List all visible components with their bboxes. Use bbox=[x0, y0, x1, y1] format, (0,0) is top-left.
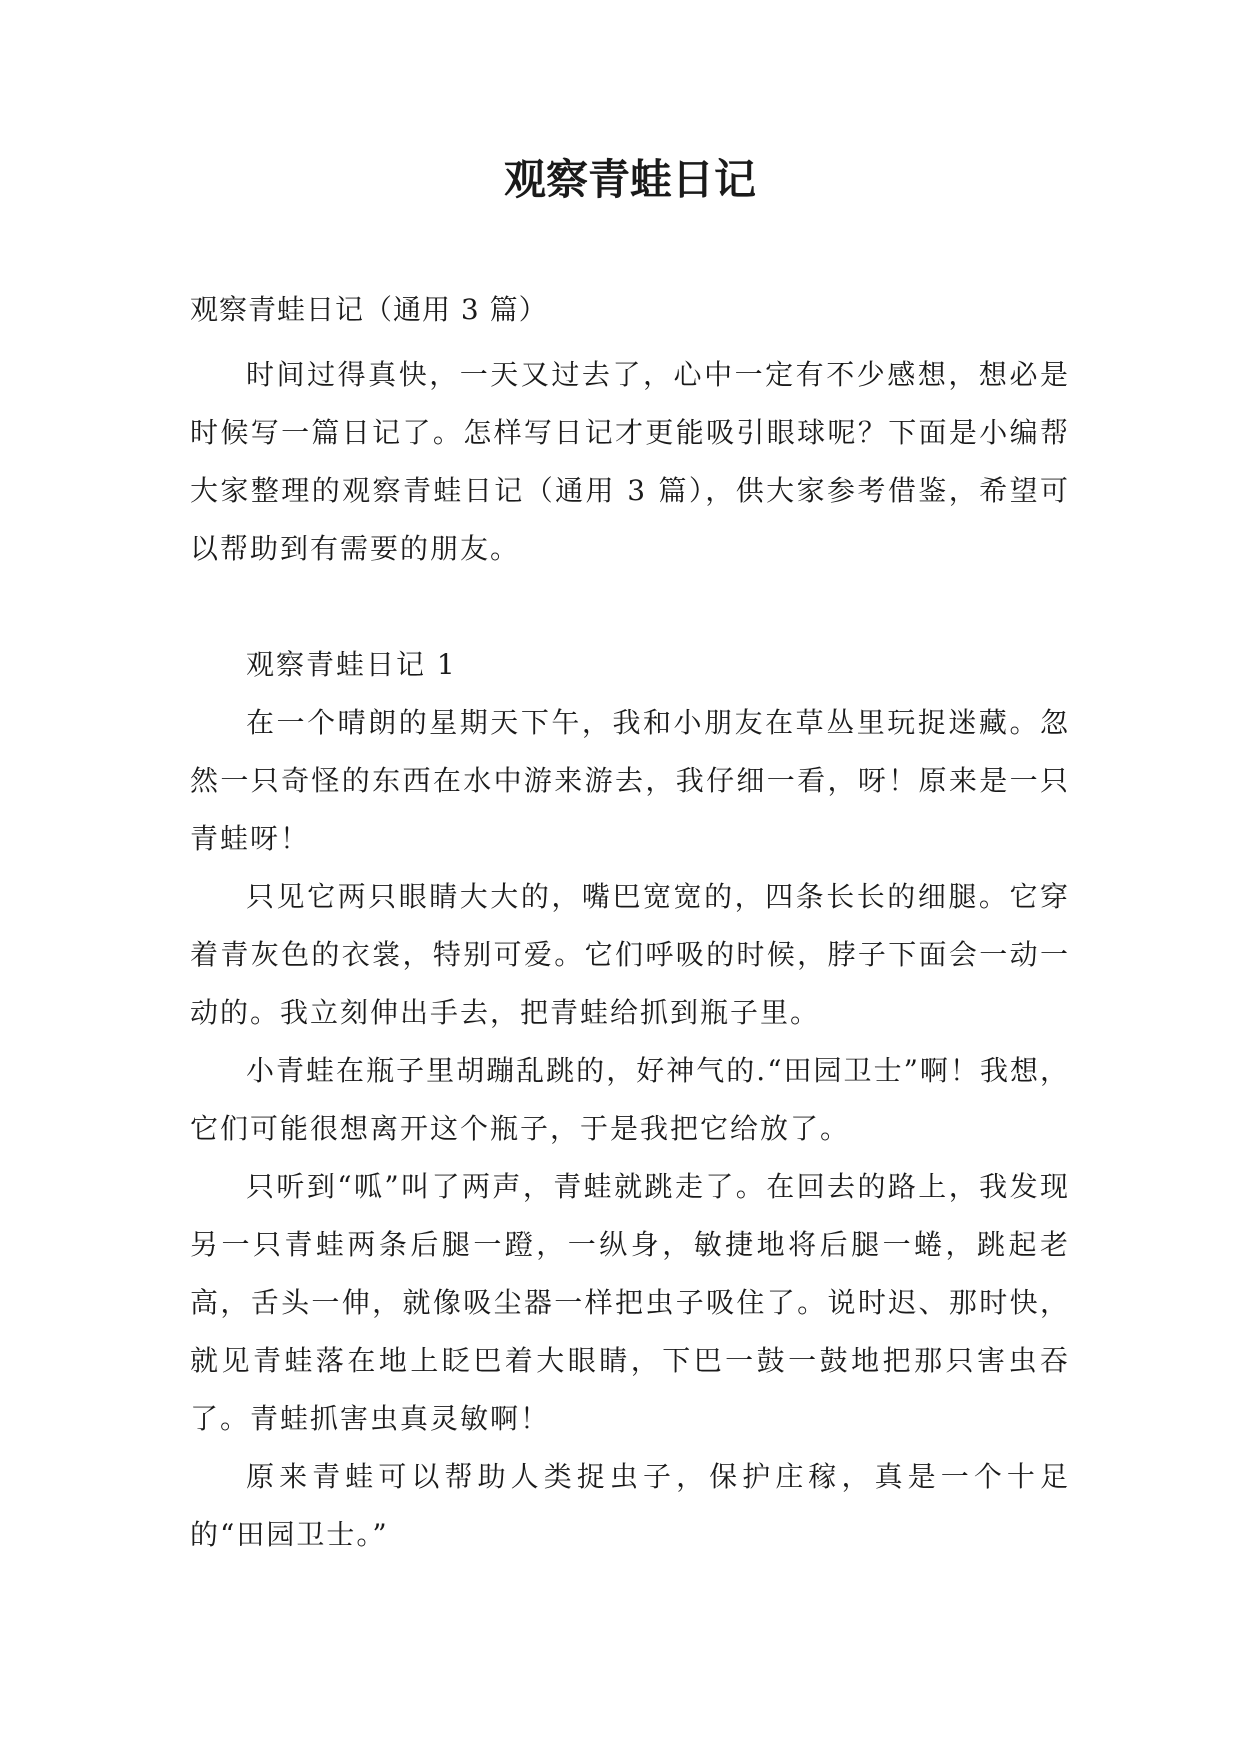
intro-paragraph: 时间过得真快，一天又过去了，心中一定有不少感想，想必是时候写一篇日记了。怎样写日记才更能吸引眼球呢？下面是小编帮大家整理的观察青蛙日记（通用 3 篇），供大家参考借鉴，希望可以帮助到有需要的朋友。 bbox=[190, 358, 1070, 565]
section-paragraph-5: 原来青蛙可以帮助人类捉虫子，保护庄稼，真是一个十足的“田园卫士。” bbox=[190, 1460, 1070, 1551]
document-subtitle: 观察青蛙日记（通用 3 篇） bbox=[190, 293, 548, 326]
section-paragraph-2: 只见它两只眼睛大大的，嘴巴宽宽的，四条长长的细腿。它穿着青灰色的衣裳，特别可爱。它们呼吸的时候，脖子下面会一动一动的。我立刻伸出手去，把青蛙给抓到瓶子里。 bbox=[190, 880, 1070, 1029]
section-paragraph-3: 小青蛙在瓶子里胡蹦乱跳的，好神气的.“田园卫士”啊！我想，它们可能很想离开这个瓶子，于是我把它给放了。 bbox=[190, 1054, 1070, 1145]
page-title: 观察青蛙日记 bbox=[503, 155, 756, 204]
section-heading: 观察青蛙日记 1 bbox=[246, 648, 457, 681]
intro-block bbox=[190, 346, 1070, 578]
diary-section-1 bbox=[190, 636, 1070, 1564]
section-paragraph-4: 只听到“呱”叫了两声，青蛙就跳走了。在回去的路上，我发现另一只青蛙两条后腿一蹬，一纵身，敏捷地将后腿一蜷，跳起老高，舌头一伸，就像吸尘器一样把虫子吸住了。说时迟、那时快，就见青蛙落在地上眨巴着大眼睛，下巴一鼓一鼓地把那只害虫吞了。青蛙抓害虫真灵敏啊！ bbox=[190, 1170, 1070, 1435]
section-paragraph-1: 在一个晴朗的星期天下午，我和小朋友在草丛里玩捉迷藏。忽然一只奇怪的东西在水中游来游去，我仔细一看，呀！原来是一只青蛙呀！ bbox=[190, 706, 1070, 855]
